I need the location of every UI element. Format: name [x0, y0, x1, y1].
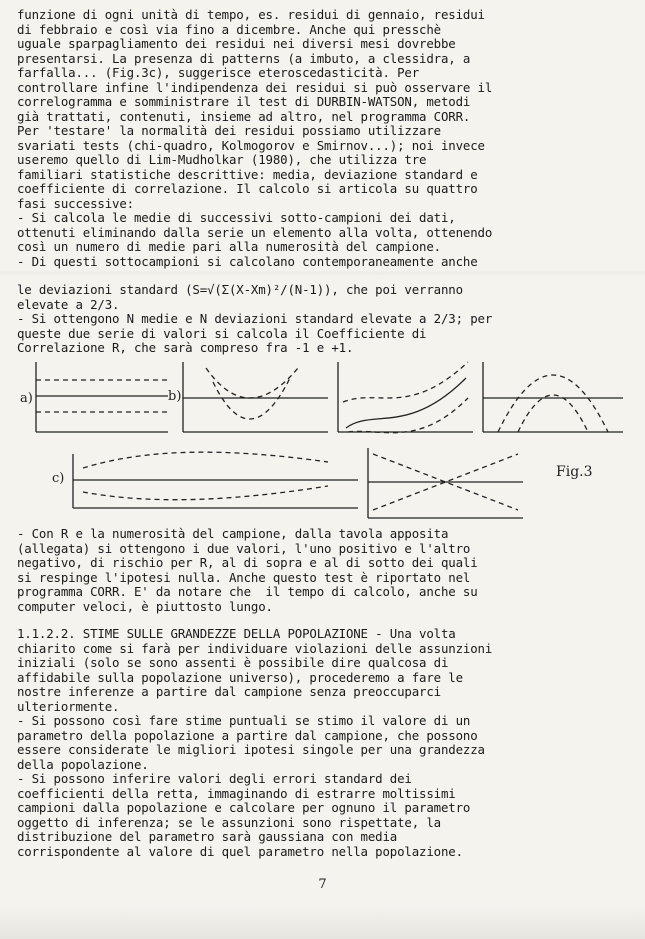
- text-line: - Si ottengono N medie e N deviazioni standard elevate a 2/3; per: [17, 311, 493, 326]
- text-line: così un numero di medie pari alla numerosità del campione.: [17, 239, 441, 254]
- text-line: essere considerate le migliori ipotesi singole per una grandezza: [17, 742, 485, 757]
- paragraph-test-r: [17, 527, 627, 614]
- figure-caption: Fig.3: [556, 464, 593, 480]
- text-line: (allegata) si ottengono i due valori, l'uno positivo e l'altro: [17, 540, 471, 556]
- text-line: queste due serie di valori si calcola il Coefficiente di: [17, 325, 427, 341]
- panel-label-a: a): [20, 391, 33, 406]
- text-line: fasi successive:: [17, 195, 134, 211]
- figure-3-residual-patterns: [20, 358, 628, 518]
- text-line: - Si possono inferire valori degli errori standard dei: [17, 771, 412, 786]
- text-line: Per 'testare' la normalità dei residui possiamo utilizzare: [17, 123, 441, 138]
- section-heading-line: 1.1.2.2. STIME SULLE GRANDEZZE DELLA POPOLAZIONE - Una volta: [17, 626, 456, 641]
- text-line: funzione di ogni unità di tempo, es. residui di gennaio, residui: [17, 7, 485, 22]
- text-line: - Con R e la numerosità del campione, dalla tavola apposita: [17, 526, 449, 541]
- text-line: - Di questi sottocampioni si calcolano contemporaneamente anche: [17, 253, 478, 269]
- text-line: useremo quello di Lim-Mudholkar (1980), che utilizza tre: [17, 152, 427, 167]
- text-line: computer veloci, è piuttosto lungo.: [17, 598, 273, 614]
- text-line: si respinge l'ipotesi nulla. Anche questo test è riportato nel: [17, 569, 471, 585]
- text-line: iniziali (solo se sono assenti è possibile dire qualcosa di: [17, 655, 449, 670]
- paragraph-residui: [17, 8, 627, 269]
- paragraph-stime: [17, 627, 627, 859]
- text-line: ulteriormente.: [17, 698, 120, 714]
- text-line: campioni dalla popolazione e calcolare per ognuno il parametro: [17, 800, 471, 815]
- text-line: controllare infine l'indipendenza dei residui si può osservare il: [17, 79, 493, 95]
- text-line: negativo, di rischio per R, al di sopra e al di sotto dei quali: [17, 555, 478, 570]
- text-line: le deviazioni standard (S=√(Σ(X-Xm)²/(N-1)), che poi verranno: [17, 282, 463, 297]
- text-line: affidabile sulla popolazione universo), procederemo a fare le: [17, 669, 463, 685]
- text-line: Correlazione R, che sarà compreso fra -1 e +1.: [17, 340, 354, 355]
- panel-label-c: c): [52, 471, 65, 486]
- text-line: ottenuti eliminando dalla serie un elemento alla volta, ottenendo: [17, 224, 493, 240]
- text-line: coefficienti della retta, immaginando di estrarre moltissimi: [17, 785, 456, 801]
- text-line: familiari statistiche descrittive: media, deviazione standard e: [17, 166, 478, 182]
- text-line: nostre inferenze a partire dal campione senza preoccuparci: [17, 684, 441, 699]
- text-line: corrispondente al valore di quel parametro nella popolazione.: [17, 843, 463, 859]
- text-line: già trattati, contenuti, insieme ad altro, nel programma CORR.: [17, 108, 471, 124]
- panel-label-b: b): [168, 389, 182, 404]
- paragraph-deviazioni: [17, 283, 627, 356]
- text-line: della popolazione.: [17, 756, 149, 772]
- text-line: di febbraio e così via fino a dicembre. Anche qui presschè: [17, 21, 441, 37]
- text-line: farfalla... (Fig.3c), suggerisce eteroscedasticità. Per: [17, 65, 420, 80]
- text-line: - Si calcola le medie di successivi sotto-campioni dei dati,: [17, 210, 456, 225]
- text-line: distribuzione del parametro sarà gaussiana con media: [17, 829, 398, 844]
- text-line: oggetto di inferenza; se le assunzioni sono rispettate, la: [17, 814, 441, 830]
- text-line: chiarito come si farà per individuare violazioni delle assunzioni: [17, 640, 493, 656]
- text-line: correlogramma e somministrare il test di DURBIN-WATSON, metodi: [17, 94, 471, 109]
- text-line: parametro della popolazione a partire dal campione, che possono: [17, 727, 478, 743]
- text-line: elevate a 2/3.: [17, 296, 120, 312]
- text-line: uguale sparpagliamento dei residui nei diversi mesi dovrebbe: [17, 36, 456, 51]
- text-line: coefficiente di correlazione. Il calcolo si articola su quattro: [17, 181, 478, 196]
- text-line: programma CORR. E' da notare che il tempo di calcolo, anche su: [17, 584, 478, 599]
- text-line: - Si possono così fare stime puntuali se stimo il valore di un: [17, 713, 471, 728]
- page-seam: [0, 270, 645, 276]
- text-line: svariati tests (chi-quadro, Kolmogorov e Smirnov...); noi invece: [17, 137, 485, 153]
- residual-patterns-sketch: [20, 358, 628, 518]
- text-line: presentarsi. La presenza di patterns (a imbuto, a clessidra, a: [17, 50, 471, 66]
- page-number: 7: [318, 877, 327, 892]
- scan-shadow: [0, 905, 645, 939]
